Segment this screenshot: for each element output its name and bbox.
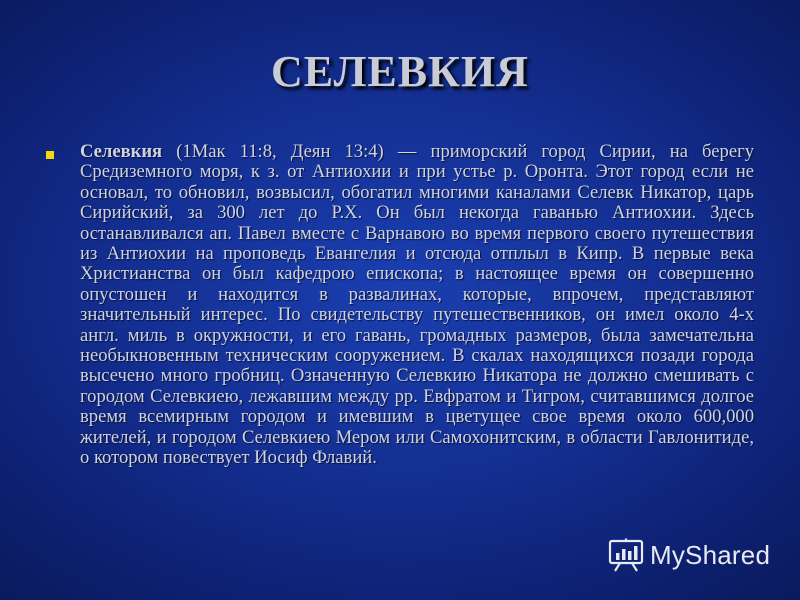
presentation-chart-icon [608, 538, 644, 572]
term-heading: Селевкия [80, 141, 163, 162]
slide-title: СЕЛЕВКИЯ [271, 47, 529, 96]
logo-text: MyShared [650, 539, 771, 570]
bullet-item [46, 142, 754, 469]
paragraph-body: (1Мак 11:8, Деян 13:4) — приморский город Сирии, на берегу Средиземного моря, к з. от Антиохии и при устье р. Оронта. Этот город если не основал, то обновил, возвысил, обогатил многими каналами Селевк Никатор, царь Сирийский, за 300 лет до Р.Х. Он был некогда гаванью Антиохии. Здесь останавливался ап. Павел вместе с Варнавою во время первого своего путешествия из Антиохии на проповедь Евангелия и отсюда отплыл в Кипр. В первые века Христианства он был кафедрою епископа; в настоящее время он совершенно опустошен и находится в развалинах, которые, впрочем, представляют значительный интерес. По свидетельству путешественников, он имел около 4-х англ. миль в окружности, и его гавань, громадных размеров, была замечательна необыкновенным техническим сооружением. В скалах находящихся позади города высечено много гробниц. Означенную Селевкию Никатора не должно смешивать с городом Селевкиею, лежавшим между рр. Евфратом и Тигром, считавшимся долгое время всемирным городом и имевшим в цветущее свое время около 600,000 жителей, и городом Селевкиею Мером или Самохонитским, в области Гавлонитиде, о котором повествует Иосиф Флавий. [80, 141, 754, 469]
slide-content [46, 142, 754, 469]
paragraph [80, 142, 754, 469]
myshared-logo [608, 536, 770, 574]
bullet-square-icon [46, 151, 54, 159]
